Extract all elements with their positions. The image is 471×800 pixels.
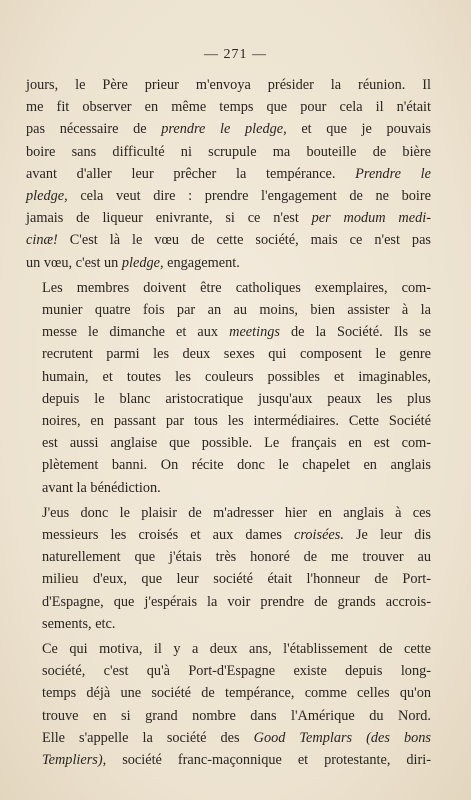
text-line [26,299,431,321]
text-line [26,118,431,140]
italic-segment: Templiers), [42,752,107,769]
text-segment: avant la bénédiction. [42,479,161,496]
text-segment: C'est là le vœu de cette société, mais ce n'est pas [57,232,431,249]
text-segment: Ce qui motiva, il y a deux ans, l'établissement de cette [42,641,431,658]
text-segment: boire sans difficulté ni scrupule ma bouteille de bière [26,143,431,160]
text-segment: sements, etc. [42,615,116,632]
text-segment: de la Société. Ils se [279,324,431,341]
text-line [26,613,431,635]
text-segment: Elle s'appelle la société des [42,729,254,746]
text-segment: temps déjà une société de tempérance, comme celles qu'on [42,685,431,702]
italic-segment: prendre le pledge, [161,121,287,138]
text-line [26,454,431,476]
page-number: — 271 — [204,47,267,62]
text-segment: messieurs les croisés et aux dames [42,527,294,544]
text-segment: plètement banni. On récite donc le chapelet en anglais [42,457,431,474]
paragraph [26,502,431,635]
text-segment: cela veut dire : prendre l'engagement de ne boire [67,188,431,205]
text-segment: munier quatre fois par an au moins, bien assister à la [42,302,431,319]
text-line [26,343,431,365]
text-segment: noires, en passant par tous les intermédiaires. Cette Société [42,413,431,430]
text-segment: messe le dimanche et aux [42,324,230,341]
text-segment: société franc-maçonnique et protestante, diri- [106,752,431,769]
text-segment: trouve en si grand nombre dans l'Amérique du Nord. [42,707,431,724]
text-segment: un vœu, c'est un [26,254,122,271]
text-line [26,477,431,499]
text-line [26,207,431,229]
italic-segment: Good Templars (des bons [253,729,431,746]
text-line [26,591,431,613]
text-segment: pas nécessaire de [26,121,162,138]
text-line [26,660,431,682]
text-line [26,141,431,163]
text-segment: avant d'aller leur prêcher la tempérance. [26,165,356,182]
italic-segment: meetings [229,324,280,341]
text-segment: humain, et toutes les couleurs possibles et imaginables, [42,368,431,385]
text-line [26,502,431,524]
text-segment: et que je pouvais [286,121,431,138]
text-line [26,682,431,704]
text-segment: jamais de liqueur enivrante, si ce n'est [26,210,312,227]
text-line [26,229,431,251]
italic-segment: pledge, [121,254,164,271]
text-segment: milieu d'eux, que leur société était l'honneur de Port- [42,571,431,588]
text-segment: est aussi anglaise que possible. Le français en est com- [42,435,431,452]
italic-segment: croisées. [294,527,344,544]
italic-segment: pledge, [26,188,68,205]
italic-segment: cinæ! [26,232,58,249]
text-segment: me fit observer en même temps que pour cela il n'était [26,99,431,116]
body-text [26,74,431,774]
text-line [26,705,431,727]
text-line [26,410,431,432]
text-line [26,568,431,590]
text-line [26,546,431,568]
text-line [26,277,431,299]
text-line [26,638,431,660]
paragraph [26,638,431,771]
text-segment: Je leur dis [343,527,431,544]
paragraph [26,74,431,274]
text-segment: engagement. [163,254,240,271]
italic-segment: per modum medi- [311,210,431,227]
text-line [26,432,431,454]
text-segment: depuis le blanc aristocratique jusqu'aux peaux les plus [42,390,431,407]
text-line [26,366,431,388]
text-line [26,524,431,546]
text-line [26,163,431,185]
text-segment: société, c'est qu'à Port-d'Espagne existe depuis long- [42,663,431,680]
text-segment: naturellement que j'étais très honoré de me trouver au [42,549,431,566]
text-segment: jours, le Père prieur m'envoya présider la réunion. Il [26,77,431,93]
text-line [26,185,431,207]
text-segment: recrutent parmi les deux sexes qui composent le genre [42,346,431,363]
text-segment: Les membres doivent être catholiques exemplaires, com- [42,279,431,296]
text-segment: J'eus donc le plaisir de m'adresser hier en anglais à ces [42,504,431,521]
text-line [26,96,431,118]
text-line [26,388,431,410]
paragraph [26,277,431,499]
text-line [26,74,431,96]
text-line [26,727,431,749]
text-line [26,321,431,343]
italic-segment: Prendre le [355,165,431,182]
text-line [26,252,431,274]
text-line [26,749,431,771]
text-segment: d'Espagne, que j'espérais la voir prendre de grands accrois- [42,593,431,610]
